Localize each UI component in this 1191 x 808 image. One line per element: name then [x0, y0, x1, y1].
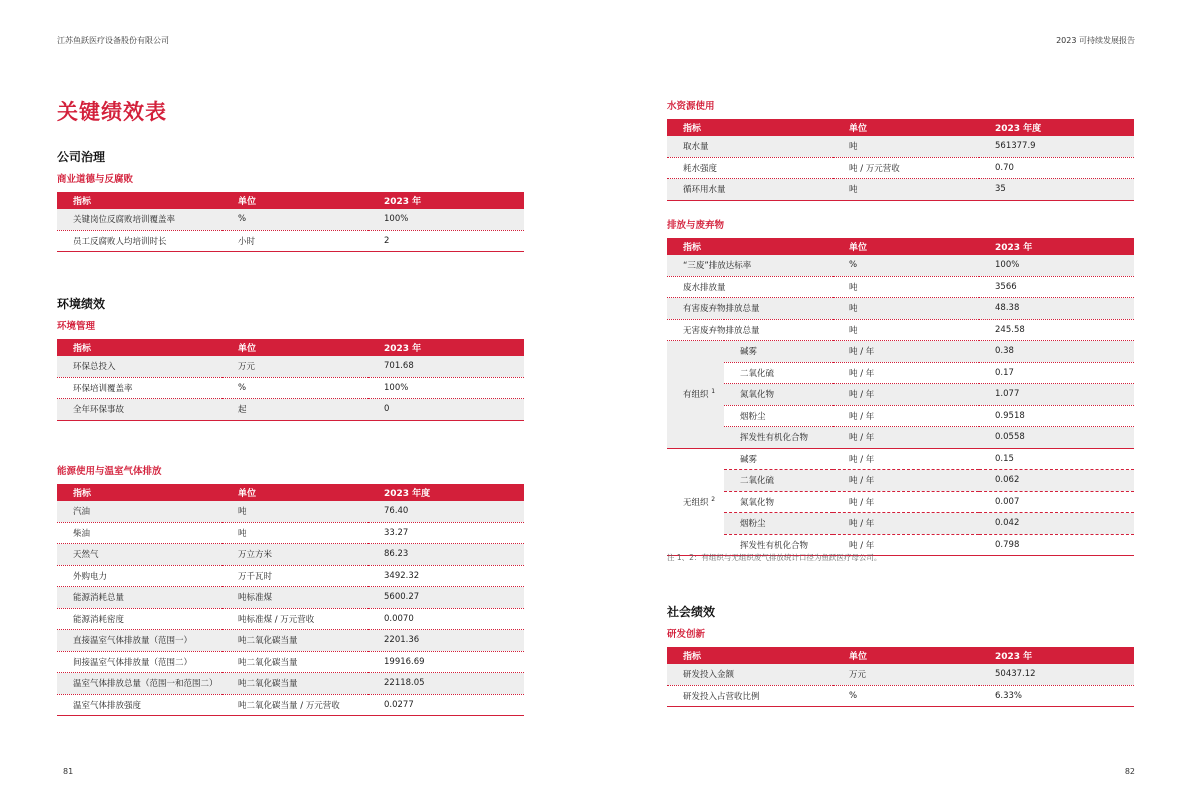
- unit-cell: 吨二氧化碳当量: [222, 630, 368, 652]
- table-row: [667, 319, 1134, 341]
- table-row: [57, 501, 524, 522]
- indicator-cell: 氮氧化物: [724, 491, 833, 513]
- table-row: [57, 399, 524, 421]
- column-header: 指标: [57, 339, 222, 356]
- indicator-cell: 氮氧化物: [724, 384, 833, 406]
- unit-cell: %: [222, 377, 368, 399]
- indicator-cell: 二氧化硫: [724, 470, 833, 492]
- unit-cell: 吨二氧化碳当量 / 万元营收: [222, 694, 368, 716]
- unit-cell: 吨 / 年: [833, 448, 979, 470]
- table-row: [57, 230, 524, 252]
- column-header: 单位: [833, 119, 979, 136]
- left-page: [0, 0, 595, 808]
- table-row: [667, 470, 1134, 492]
- indicator-cell: 无害废弃物排放总量: [667, 319, 833, 341]
- unit-cell: 吨 / 万元营收: [833, 157, 979, 179]
- table-row: [667, 255, 1134, 276]
- indicator-cell: 挥发性有机化合物: [724, 534, 833, 556]
- value-cell: 19916.69: [368, 651, 524, 673]
- value-cell: 0.17: [979, 362, 1134, 384]
- ethics-table: [57, 192, 524, 252]
- table-row: [667, 179, 1134, 201]
- column-header: 2023 年度: [979, 119, 1134, 136]
- unit-cell: 吨 / 年: [833, 384, 979, 406]
- value-cell: 5600.27: [368, 587, 524, 609]
- energy-table: [57, 484, 524, 716]
- value-cell: 35: [979, 179, 1134, 201]
- table-header: [667, 238, 1134, 255]
- unit-cell: %: [833, 255, 979, 276]
- value-cell: 76.40: [368, 501, 524, 522]
- indicator-cell: 能源消耗密度: [57, 608, 222, 630]
- value-cell: 100%: [979, 255, 1134, 276]
- env-management-title: 环境管理: [57, 321, 96, 332]
- table-row: [57, 630, 524, 652]
- value-cell: 561377.9: [979, 136, 1134, 157]
- page-title: 关键绩效表: [57, 100, 167, 124]
- unit-cell: 吨: [833, 319, 979, 341]
- indicator-cell: 循环用水量: [667, 179, 833, 201]
- table-row: [667, 491, 1134, 513]
- unit-cell: 吨二氧化碳当量: [222, 673, 368, 695]
- social-heading: 社会绩效: [667, 605, 716, 619]
- column-header: 指标: [667, 647, 833, 664]
- indicator-cell: 废水排放量: [667, 276, 833, 298]
- value-cell: 50437.12: [979, 664, 1134, 685]
- indicator-cell: 全年环保事故: [57, 399, 222, 421]
- value-cell: 2: [368, 230, 524, 252]
- unit-cell: 吨 / 年: [833, 362, 979, 384]
- rnd-table: [667, 647, 1134, 707]
- indicator-cell: 挥发性有机化合物: [724, 427, 833, 449]
- unit-cell: 吨标准煤: [222, 587, 368, 609]
- page-number-right: 82: [1124, 767, 1135, 776]
- table-row: [57, 522, 524, 544]
- value-cell: 701.68: [368, 356, 524, 377]
- unit-cell: 吨 / 年: [833, 427, 979, 449]
- unit-cell: 吨: [833, 298, 979, 320]
- unit-cell: 吨 / 年: [833, 470, 979, 492]
- value-cell: 0.062: [979, 470, 1134, 492]
- table-row: [57, 651, 524, 673]
- indicator-cell: 烟粉尘: [724, 513, 833, 535]
- table-row: [667, 157, 1134, 179]
- column-header: 2023 年: [368, 192, 524, 209]
- column-header: 2023 年: [979, 647, 1134, 664]
- value-cell: 48.38: [979, 298, 1134, 320]
- indicator-cell: 烟粉尘: [724, 405, 833, 427]
- unit-cell: 吨: [833, 136, 979, 157]
- indicator-cell: “三废”排放达标率: [667, 255, 833, 276]
- indicator-cell: 柴油: [57, 522, 222, 544]
- unit-cell: 小时: [222, 230, 368, 252]
- emissions-table: [667, 238, 1134, 556]
- value-cell: 0.15: [979, 448, 1134, 470]
- indicator-cell: 能源消耗总量: [57, 587, 222, 609]
- unit-cell: %: [222, 209, 368, 230]
- value-cell: 3492.32: [368, 565, 524, 587]
- table-row: [667, 384, 1134, 406]
- water-table: [667, 119, 1134, 201]
- indicator-cell: 直接温室气体排放量（范围一）: [57, 630, 222, 652]
- table-row: [667, 136, 1134, 157]
- value-cell: 0.0070: [368, 608, 524, 630]
- unit-cell: 万元: [833, 664, 979, 685]
- company-name: 江苏鱼跃医疗设备股份有限公司: [57, 36, 169, 45]
- value-cell: 0.38: [979, 341, 1134, 363]
- right-page: [596, 0, 1191, 808]
- value-cell: 0.042: [979, 513, 1134, 535]
- value-cell: 0: [368, 399, 524, 421]
- indicator-cell: 有害废弃物排放总量: [667, 298, 833, 320]
- table-row: [667, 362, 1134, 384]
- unit-cell: 万千瓦时: [222, 565, 368, 587]
- page-number-left: 81: [63, 767, 74, 776]
- indicator-cell: 取水量: [667, 136, 833, 157]
- unit-cell: 吨 / 年: [833, 534, 979, 556]
- indicator-cell: 耗水强度: [667, 157, 833, 179]
- table-row: [667, 685, 1134, 707]
- unit-cell: 吨: [222, 501, 368, 522]
- water-title: 水资源使用: [667, 101, 715, 112]
- table-row: [57, 608, 524, 630]
- table-row: [57, 356, 524, 377]
- governance-heading: 公司治理: [57, 150, 106, 164]
- ethics-title: 商业道德与反腐败: [57, 174, 134, 185]
- value-cell: 0.9518: [979, 405, 1134, 427]
- indicator-cell: 天然气: [57, 544, 222, 566]
- table-row: [57, 587, 524, 609]
- unit-cell: 吨 / 年: [833, 491, 979, 513]
- table-row: [667, 276, 1134, 298]
- env-management-table: [57, 339, 524, 421]
- unit-cell: %: [833, 685, 979, 707]
- group-label-cell: [667, 341, 724, 449]
- unit-cell: 吨: [833, 179, 979, 201]
- value-cell: 3566: [979, 276, 1134, 298]
- indicator-cell: 研发投入金额: [667, 664, 833, 685]
- indicator-cell: 环保培训覆盖率: [57, 377, 222, 399]
- value-cell: 0.798: [979, 534, 1134, 556]
- column-header: 单位: [222, 339, 368, 356]
- column-header: 指标: [667, 119, 833, 136]
- value-cell: 2201.36: [368, 630, 524, 652]
- unit-cell: 起: [222, 399, 368, 421]
- unit-cell: 吨 / 年: [833, 341, 979, 363]
- table-header: [667, 119, 1134, 136]
- unit-cell: 吨: [833, 276, 979, 298]
- table-row: [667, 427, 1134, 449]
- indicator-cell: 温室气体排放总量（范围一和范围二）: [57, 673, 222, 695]
- emissions-note: 注 1、2：有组织与无组织废气排放统计口径为鱼跃医疗母公司。: [667, 553, 882, 562]
- table-row: [57, 694, 524, 716]
- table-row: [667, 448, 1134, 470]
- indicator-cell: 温室气体排放强度: [57, 694, 222, 716]
- indicator-cell: 关键岗位反腐败培训覆盖率: [57, 209, 222, 230]
- column-header: 2023 年度: [368, 484, 524, 501]
- value-cell: 100%: [368, 377, 524, 399]
- table-header: [57, 192, 524, 209]
- table-header: [57, 484, 524, 501]
- value-cell: 100%: [368, 209, 524, 230]
- indicator-cell: 汽油: [57, 501, 222, 522]
- unit-cell: 吨二氧化碳当量: [222, 651, 368, 673]
- unit-cell: 吨: [222, 522, 368, 544]
- indicator-cell: 环保总投入: [57, 356, 222, 377]
- unit-cell: 万立方米: [222, 544, 368, 566]
- value-cell: 0.0558: [979, 427, 1134, 449]
- value-cell: 245.58: [979, 319, 1134, 341]
- table-row: [667, 298, 1134, 320]
- indicator-cell: 碱雾: [724, 448, 833, 470]
- group-label: 无组织: [683, 497, 709, 508]
- group-label-cell: [667, 448, 724, 556]
- table-row: [57, 209, 524, 230]
- table-row: [57, 377, 524, 399]
- table-header: [667, 647, 1134, 664]
- table-row: [57, 565, 524, 587]
- indicator-cell: 研发投入占营收比例: [667, 685, 833, 707]
- unit-cell: 吨 / 年: [833, 405, 979, 427]
- column-header: 指标: [57, 484, 222, 501]
- unit-cell: 吨标准煤 / 万元营收: [222, 608, 368, 630]
- value-cell: 1.077: [979, 384, 1134, 406]
- footnote-marker: 1: [711, 388, 716, 396]
- rnd-title: 研发创新: [667, 629, 706, 640]
- unit-cell: 万元: [222, 356, 368, 377]
- column-header: 单位: [222, 192, 368, 209]
- indicator-cell: 碱雾: [724, 341, 833, 363]
- column-header: 2023 年: [368, 339, 524, 356]
- column-header: 指标: [57, 192, 222, 209]
- table-row: [667, 341, 1134, 363]
- indicator-cell: 员工反腐败人均培训时长: [57, 230, 222, 252]
- energy-title: 能源使用与温室气体排放: [57, 466, 162, 477]
- column-header: 单位: [833, 647, 979, 664]
- table-header: [57, 339, 524, 356]
- report-title: 2023 可持续发展报告: [1056, 36, 1135, 45]
- column-header: 指标: [667, 238, 833, 255]
- value-cell: 33.27: [368, 522, 524, 544]
- table-row: [667, 405, 1134, 427]
- environment-heading: 环境绩效: [57, 297, 106, 311]
- value-cell: 6.33%: [979, 685, 1134, 707]
- column-header: 2023 年: [979, 238, 1134, 255]
- indicator-cell: 间接温室气体排放量（范围二）: [57, 651, 222, 673]
- value-cell: 22118.05: [368, 673, 524, 695]
- value-cell: 0.70: [979, 157, 1134, 179]
- footnote-marker: 2: [711, 495, 716, 503]
- emissions-title: 排放与废弃物: [667, 220, 725, 231]
- value-cell: 86.23: [368, 544, 524, 566]
- column-header: 单位: [222, 484, 368, 501]
- unit-cell: 吨 / 年: [833, 513, 979, 535]
- group-label: 有组织: [683, 390, 709, 401]
- table-row: [667, 664, 1134, 685]
- value-cell: 0.007: [979, 491, 1134, 513]
- table-row: [57, 673, 524, 695]
- table-row: [57, 544, 524, 566]
- table-row: [667, 513, 1134, 535]
- value-cell: 0.0277: [368, 694, 524, 716]
- indicator-cell: 二氧化硫: [724, 362, 833, 384]
- indicator-cell: 外购电力: [57, 565, 222, 587]
- column-header: 单位: [833, 238, 979, 255]
